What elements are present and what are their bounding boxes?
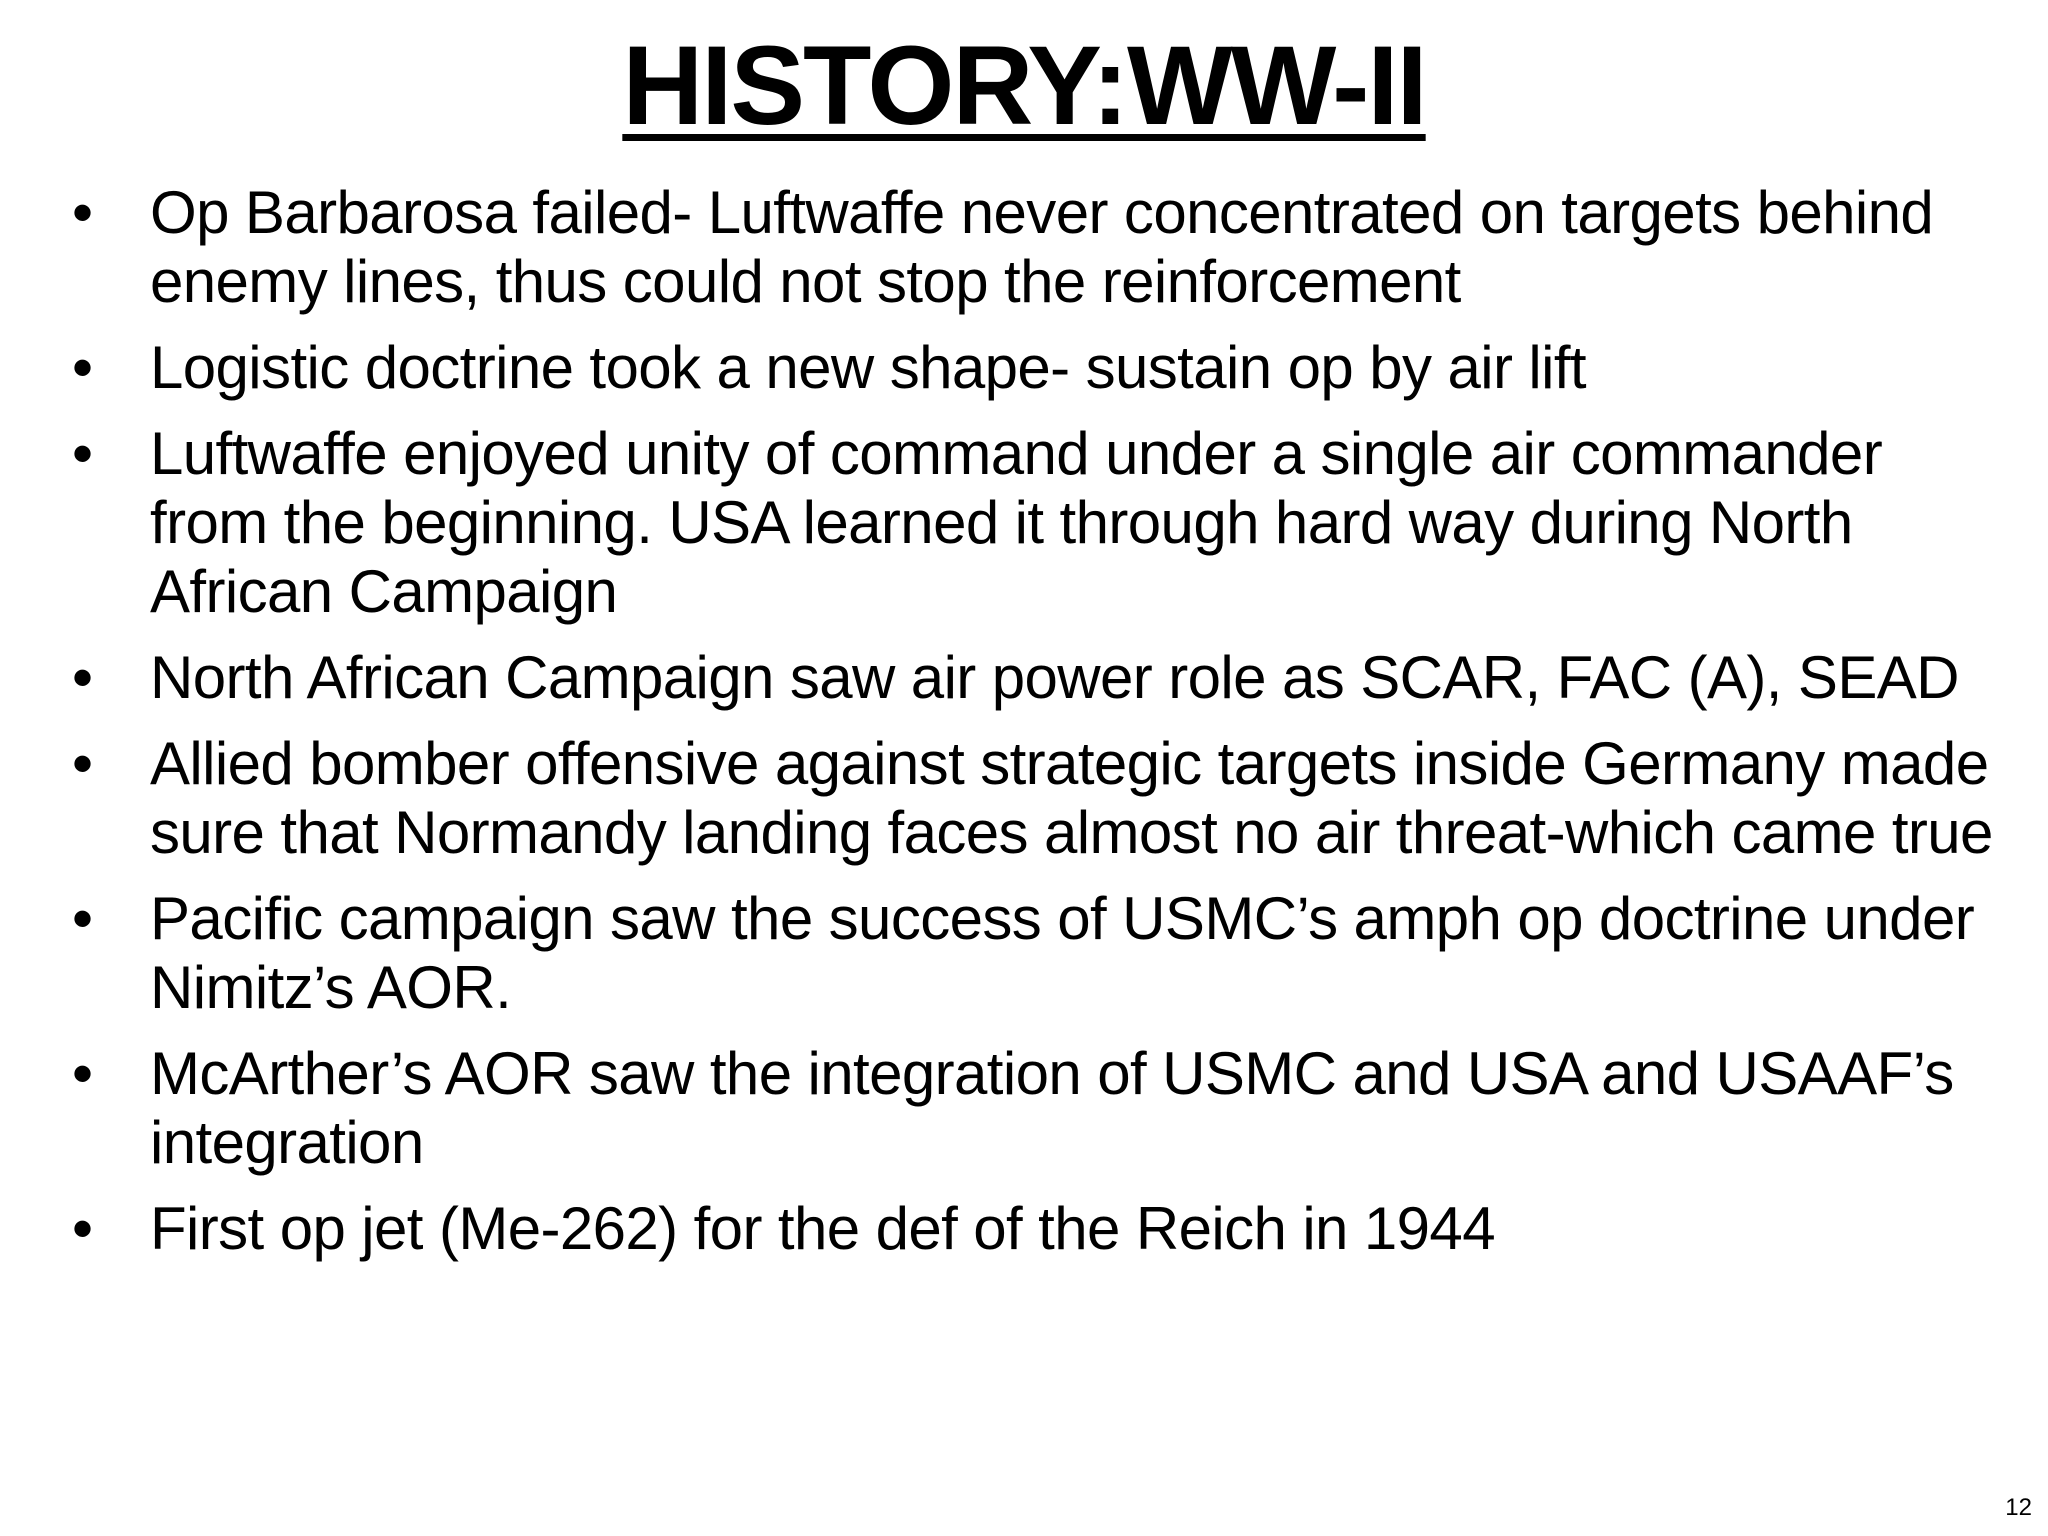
- bullet-text: North African Campaign saw air power role as SCAR, FAC (A), SEAD: [150, 644, 1959, 711]
- bullet-item: [0, 1039, 2048, 1177]
- bullet-text: First op jet (Me-262) for the def of the Reich in 1944: [150, 1195, 1495, 1262]
- bullet-dot-icon: •: [72, 730, 93, 797]
- page-number: 12: [2005, 1494, 2032, 1521]
- bullet-item: [0, 884, 2048, 1022]
- bullet-dot-icon: •: [72, 179, 93, 246]
- bullet-dot-icon: •: [72, 1195, 93, 1262]
- bullet-dot-icon: •: [72, 885, 93, 952]
- bullet-text: Logistic doctrine took a new shape- sustain op by air lift: [150, 334, 1586, 401]
- bullet-text: Luftwaffe enjoyed unity of command under a single air commander from the beginning. USA learned it through hard way during North African Campaign: [150, 420, 1883, 625]
- bullet-dot-icon: •: [72, 1040, 93, 1107]
- bullet-text: Op Barbarosa failed- Luftwaffe never concentrated on targets behind enemy lines, thus could not stop the reinforcement: [150, 179, 1934, 315]
- bullet-item: [0, 419, 2048, 626]
- bullet-dot-icon: •: [72, 334, 93, 401]
- bullet-list: [0, 178, 2048, 1280]
- bullet-item: [0, 1194, 2048, 1263]
- bullet-text: Pacific campaign saw the success of USMC’s amph op doctrine under Nimitz’s AOR.: [150, 885, 1975, 1021]
- bullet-item: [0, 333, 2048, 402]
- bullet-item: [0, 729, 2048, 867]
- bullet-dot-icon: •: [72, 644, 93, 711]
- bullet-text: McArther’s AOR saw the integration of USMC and USA and USAAF’s integration: [150, 1040, 1954, 1176]
- bullet-item: [0, 178, 2048, 316]
- bullet-dot-icon: •: [72, 420, 93, 487]
- bullet-item: [0, 643, 2048, 712]
- bullet-text: Allied bomber offensive against strategic targets inside Germany made sure that Normandy landing faces almost no air threat-which came true: [150, 730, 1993, 866]
- slide-title: HISTORY:WW-II: [622, 23, 1426, 148]
